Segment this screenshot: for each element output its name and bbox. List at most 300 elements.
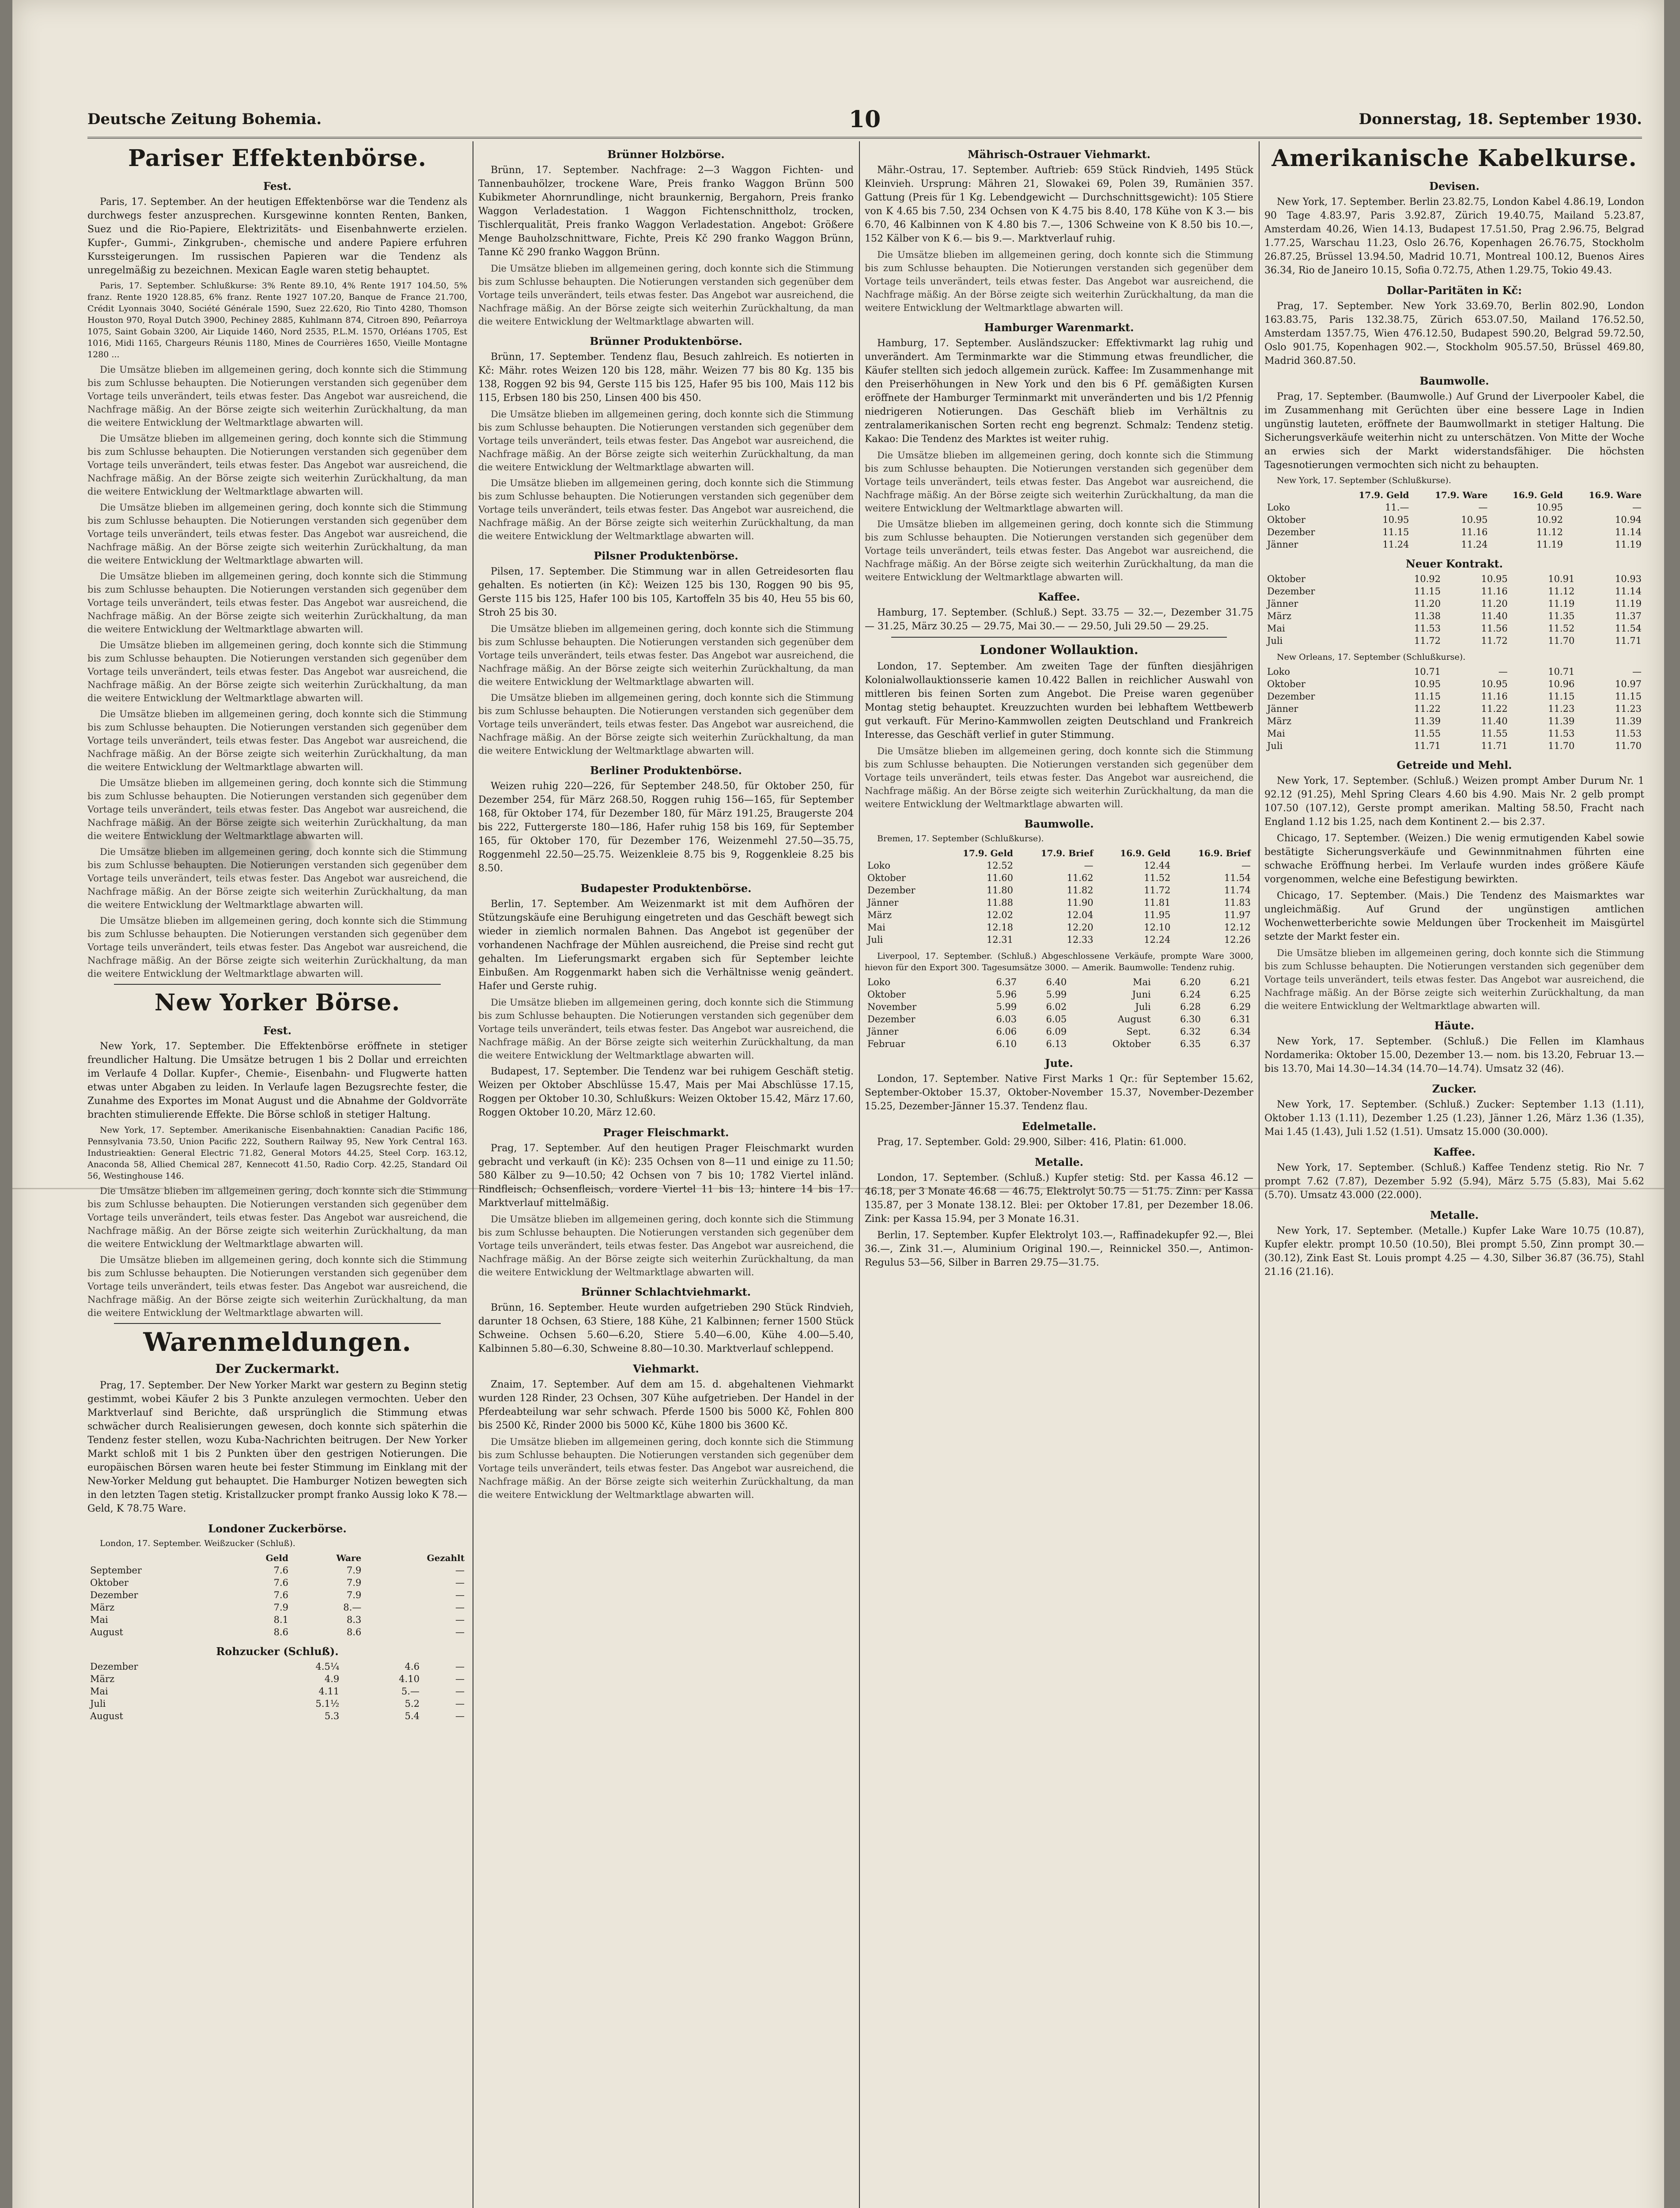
- table-cell: Oktober: [867, 989, 906, 1000]
- section-tone: Fest.: [263, 1024, 291, 1037]
- table-cell: 11.52: [1144, 873, 1171, 883]
- table-cell: 5.96: [996, 989, 1017, 1000]
- table-cell: Juli: [1135, 1002, 1151, 1012]
- table-row: [1264, 538, 1644, 551]
- newspaper-page: [12, 0, 1664, 2208]
- table-row: [865, 872, 1253, 884]
- subsection-title: Dollar-Paritäten in Kč:: [1387, 284, 1522, 297]
- table-cell: 8.1: [273, 1614, 289, 1625]
- table-cell: 5.99: [996, 1002, 1017, 1012]
- table-cell: —: [455, 1711, 465, 1721]
- table-row: [865, 884, 1253, 896]
- table-cell: Juni: [1132, 989, 1151, 1000]
- table-cell: Mai: [1267, 728, 1285, 739]
- london-sugar-table: [87, 1552, 467, 1638]
- table-cell: 11.70: [1615, 741, 1642, 751]
- table-cell: —: [1241, 860, 1251, 871]
- table-cell: 10.91: [1548, 574, 1575, 584]
- table-cell: Dezember: [1267, 527, 1315, 537]
- article-paragraph: Chicago, 17. September. (Weizen.) Die wenig ermutigenden Kabel sowie bestätigte Sicherungsverkäufe und Gewinnmitnahmen führten eine schwache Eröffnung herbei. Im Verlaufe wurden indes größere Käufe vorgenommen, welche eine Befestigung bewirkten.: [1264, 833, 1644, 885]
- table-row: [87, 1673, 467, 1685]
- subsection-title: Londoner Wollauktion.: [980, 643, 1139, 657]
- table-cell: 12.24: [1144, 934, 1171, 945]
- table-cell: 6.20: [1180, 977, 1201, 987]
- article-paragraph: Die Umsätze blieben im allgemeinen gering, doch konnte sich die Stimmung bis zum Schlusse behaupten. Die Notierungen verstanden sich gegenüber dem Vortage teils unverändert, teils etwas fester. Das Angebot war ausreichend, die Nachfrage mäßig. An der Börse zeigte sich weiterhin Zurückhaltung, da man die weitere Entwicklung der Weltmarktlage abwarten will.: [865, 250, 1253, 313]
- article-paragraph: Mähr.-Ostrau, 17. September. Auftrieb: 659 Stück Rindvieh, 1495 Stück Kleinvieh. Ursprung: Mähren 21, Slowakei 69, Polen 39, Rumänien 357. Gattung (Preis für 1 Kg. Lebendgewicht — Durchschnittsgewicht): 105 Stiere von K 4.65 bis 7.50, 234 Ochsen von K 4.75 bis 8.40, 178 Kühe von K 3.— bis 6.70, 46 Kalbinnen von K 4.80 bis 7.—, 1306 Schweine von K 8.50 bis 10.—, 152 Kälber von K 6.— bis 9.—. Marktverlauf ruhig.: [865, 165, 1253, 244]
- table-cell: 11.55: [1414, 728, 1441, 739]
- article-paragraph: Prag, 17. September. Der New Yorker Markt war gestern zu Beginn stetig gestimmt, wobei Käufer 2 bis 3 Punkte anzulegen vermochten. Ueber den Marktverlauf sind Berichte, daß ursprünglich die Stimmung etwas schwächer durch Realisierungen gewesen, doch konnte sich späterhin die Tendenz fester stellen, wozu Kuba-Nachrichten beitrugen. Der New Yorker Markt schloß mit 1 bis 2 Punkten über den gestrigen Notierungen. Die europäischen Börsen waren heute bei fester Stimmung im Einklang mit der New-Yorker Meldung gut behauptet. Die Hamburger Notizen bewegten sich in den letzten Tagen stetig. Kristallzucker prompt franko Aussig loko K 78.— Geld, K 78.75 Ware.: [87, 1380, 467, 1514]
- new-orleans-cotton-table: [1264, 665, 1644, 752]
- table-header-cell: 17.9. Geld: [962, 848, 1013, 858]
- table-row: [1264, 690, 1644, 703]
- column-4: [1264, 141, 1644, 2208]
- article-paragraph: Die Umsätze blieben im allgemeinen gering, doch konnte sich die Stimmung bis zum Schlusse behaupten. Die Notierungen verstanden sich gegenüber dem Vortage teils unverändert, teils etwas fester. Das Angebot war ausreichend, die Nachfrage mäßig. An der Börse zeigte sich weiterhin Zurückhaltung, da man die weitere Entwicklung der Weltmarktlage abwarten will.: [478, 263, 854, 327]
- table-header-cell: 16.9. Brief: [1198, 848, 1251, 858]
- table-cell: 6.40: [1046, 977, 1067, 987]
- table-row: [1264, 635, 1644, 647]
- subsection-title: Berliner Produktenbörse.: [590, 764, 742, 777]
- table-cell: 10.95: [1414, 679, 1441, 689]
- article-paragraph: New York, 17. September. Berlin 23.82.75, London Kabel 4.86.19, London 90 Tage 4.83.97, Paris 3.92.87, Zürich 19.40.75, Mailand 5.23.87, Amsterdam 40.26, Wien 14.13, Budapest 17.51.50, Prag 2.96.75, Belgrad 1.77.25, Warschau 11.23, Oslo 26.76, Kopenhagen 26.76.75, Stockholm 26.87.25, Brüssel 13.94.50, Madrid 10.71, Montreal 100.12, Buenos Aires 36.34, Rio de Janeiro 10.15, Sofia 0.72.75, Athen 1.29.75, Tokio 49.43.: [1264, 197, 1644, 276]
- table-cell: Loko: [867, 977, 890, 987]
- table-cell: 11.19: [1615, 539, 1642, 550]
- section-title-kabelkurse: Amerikanische Kabelkurse.: [1271, 145, 1637, 172]
- table-cell: 11.15: [1414, 586, 1441, 597]
- table-cell: 6.32: [1180, 1026, 1201, 1037]
- table-cell: 7.9: [273, 1602, 289, 1613]
- table-cell: 11.16: [1461, 527, 1488, 537]
- table-row: [87, 1710, 467, 1722]
- subsection-title: Edelmetalle.: [1022, 1120, 1097, 1133]
- table-cell: 6.05: [1046, 1014, 1067, 1025]
- subsection-title: Metalle.: [1034, 1156, 1084, 1168]
- table-row: [865, 988, 1253, 1001]
- table-cell: 6.06: [996, 1026, 1017, 1037]
- table-cell: 10.71: [1414, 666, 1441, 677]
- table-cell: Jänner: [867, 1026, 899, 1037]
- table-cell: 12.10: [1144, 922, 1171, 933]
- table-cell: Jänner: [1267, 539, 1298, 550]
- table-cell: 11.71: [1414, 741, 1441, 751]
- article-paragraph: Die Umsätze blieben im allgemeinen gering, doch konnte sich die Stimmung bis zum Schlusse behaupten. Die Notierungen verstanden sich gegenüber dem Vortage teils unverändert, teils etwas fester. Das Angebot war ausreichend, die Nachfrage mäßig. An der Börse zeigte sich weiterhin Zurückhaltung, da man die weitere Entwicklung der Weltmarktlage abwarten will.: [478, 478, 854, 541]
- table-cell: März: [1267, 611, 1292, 621]
- bremen-cotton-table: [865, 847, 1253, 946]
- table-row: [1264, 727, 1644, 740]
- table-cell: 11.16: [1481, 586, 1508, 597]
- table-cell: Dezember: [90, 1590, 138, 1600]
- subsection-title: Baumwolle.: [1024, 817, 1094, 830]
- table-cell: Mai: [90, 1614, 108, 1625]
- table-cell: 5.—: [401, 1686, 420, 1697]
- table-caption: London, 17. September. Weißzucker (Schluß).: [100, 1539, 295, 1548]
- table-row: [865, 896, 1253, 909]
- table-header-cell: 17.9. Ware: [1434, 490, 1488, 500]
- table-cell: 11.70: [1548, 741, 1575, 751]
- table-cell: 6.25: [1230, 989, 1251, 1000]
- table-header-cell: 16.9. Ware: [1589, 490, 1642, 500]
- column-3: [865, 141, 1253, 2208]
- table-cell: 6.03: [996, 1014, 1017, 1025]
- article-paragraph: Znaim, 17. September. Auf dem am 15. d. abgehaltenen Viehmarkt wurden 128 Rinder, 23 Ochsen, 307 Kühe aufgetrieben. Der Handel in der Pferdeabteilung war sehr schwach. Pferde 1500 bis 5000 Kč, Fohlen 800 bis 2500 Kč, Rinder 2000 bis 5000 Kč, Kühe 1800 bis 3600 Kč.: [478, 1379, 854, 1431]
- article-paragraph: Die Umsätze blieben im allgemeinen gering, doch konnte sich die Stimmung bis zum Schlusse behaupten. Die Notierungen verstanden sich gegenüber dem Vortage teils unverändert, teils etwas fester. Das Angebot war ausreichend, die Nachfrage mäßig. An der Börse zeigte sich weiterhin Zurückhaltung, da man die weitere Entwicklung der Weltmarktlage abwarten will.: [87, 502, 467, 566]
- subsection-title: Jute.: [1045, 1057, 1073, 1070]
- table-row: [865, 859, 1253, 872]
- article-paragraph: Prag, 17. September. New York 33.69.70, Berlin 802.90, London 163.83.75, Paris 132.38.75, Zürich 653.07.50, Mailand 176.52.50, Amsterdam 1357.75, Wien 476.12.50, Budapest 590.20, Belgrad 59.72.50, Oslo 901.75, Kopenhagen 902.—, Stockholm 905.57.50, Brüssel 469.80, Madrid 360.87.50.: [1264, 301, 1644, 367]
- table-cell: 6.28: [1180, 1002, 1201, 1012]
- table-header-cell: [87, 1552, 224, 1564]
- table-cell: Loko: [1267, 502, 1290, 513]
- table-cell: —: [455, 1661, 465, 1672]
- table-cell: Dezember: [867, 885, 916, 896]
- table-cell: 5.4: [405, 1711, 420, 1721]
- table-cell: 11.23: [1615, 703, 1642, 714]
- table-row: [87, 1614, 467, 1626]
- table-cell: —: [455, 1565, 465, 1576]
- table-cell: Jänner: [1267, 598, 1298, 609]
- table-cell: —: [455, 1698, 465, 1709]
- table-cell: —: [455, 1602, 465, 1613]
- divider: [114, 1323, 441, 1324]
- table-cell: 11.90: [1067, 897, 1094, 908]
- subsection-title: Baumwolle.: [1419, 374, 1489, 387]
- divider: [891, 637, 1227, 638]
- table-cell: 5.1½: [315, 1698, 340, 1709]
- article-paragraph: London, 17. September. (Schluß.) Kupfer stetig: Std. per Kassa 46.12 — 46.18, per 3 Monate 46.68 — 46.75, Elektrolyt 50.75 — 51.75. Zinn: per Kassa 135.87, per 3 Monate 138.12. Blei: per Oktober 17.81, per Dezember 18.06. Zink: per Kassa 15.94, per 3 Monate 16.31.: [865, 1172, 1253, 1225]
- article-paragraph: London, 17. September. Am zweiten Tage der fünften diesjährigen Kolonialwollauktionsserie kamen 10.422 Ballen in reichlicher Auswahl von mittleren bis feinen Sorten zum Angebot. Die Preise waren gegenüber Montag stetig behauptet. Kreuzzuchten wurden bei lebhaftem Wettbewerb gut verkauft. Für Merino-Kammwollen zeigten Deutschland und Frankreich Interesse, das Geschäft verlief in guter Stimmung.: [865, 661, 1253, 741]
- table-cell: 6.09: [1046, 1026, 1067, 1037]
- table-cell: 12.33: [1067, 934, 1094, 945]
- table-header-cell: Gezahlt: [427, 1553, 465, 1563]
- table-row: [865, 921, 1253, 934]
- subsection-title: Kaffee.: [1433, 1146, 1476, 1158]
- table-cell: 4.9: [324, 1674, 340, 1684]
- table-header-cell: Geld: [265, 1553, 289, 1563]
- article-paragraph: Die Umsätze blieben im allgemeinen gering, doch konnte sich die Stimmung bis zum Schlusse behaupten. Die Notierungen verstanden sich gegenüber dem Vortage teils unverändert, teils etwas fester. Das Angebot war ausreichend, die Nachfrage mäßig. An der Börse zeigte sich weiterhin Zurückhaltung, da man die weitere Entwicklung der Weltmarktlage abwarten will.: [87, 1255, 467, 1318]
- table-row: [87, 1577, 467, 1589]
- article-paragraph: New York, 17. September. (Schluß.) Weizen prompt Amber Durum Nr. 1 92.12 (91.25), Mehl Spring Clears 4.60 bis 4.90. Mais Nr. 2 gelb prompt 107.50 (107.12), Gerste prompt amerikan. Malting 58.50, Fracht nach England 1.12 bis 1.25, nach dem Kontinent 2.— bis 2.37.: [1264, 775, 1644, 828]
- article-paragraph: London, 17. September. Native First Marks 1 Qr.: für September 15.62, September-Oktober 15.37, Oktober-November 15.37, November-Dezember 15.25, Dezember-Jänner 15.37. Tendenz flau.: [865, 1074, 1253, 1112]
- table-header-cell: 17.9. Geld: [1358, 490, 1409, 500]
- subsection-title: Pilsner Produktenbörse.: [594, 549, 738, 562]
- table-row: [87, 1589, 467, 1601]
- subsection-title: Der Zuckermarkt.: [215, 1361, 340, 1376]
- article-paragraph: Paris, 17. September. Schlußkurse: 3% Rente 89.10, 4% Rente 1917 104.50, 5% franz. Rente 1920 128.85, 6% franz. Rente 1927 107.20, Banque de France 21.700, Crédit Lyonnais 3040, Société Générale 1590, Suez 22.620, Rio Tinto 4280, Thomson Houston 970, Royal Dutch 3900, Pechiney 2885, Kuhlmann 874, Citroen 890, Peñarroya 1075, Saint Gobain 3200, Air Liquide 1460, Nord 2535, P.L.M. 1570, Orléans 1705, Est 1016, Midi 1165, Chargeurs Réunis 1180, Mines de Courrières 1650, Vieille Montagne 1280 ...: [87, 281, 467, 359]
- table-cell: Jänner: [867, 897, 899, 908]
- table-header-cell: [865, 847, 938, 859]
- table-cell: 11.14: [1615, 527, 1642, 537]
- subsection-title: Londoner Zuckerbörse.: [208, 1522, 347, 1535]
- table-cell: 11.16: [1481, 691, 1508, 702]
- table-cell: —: [1632, 502, 1642, 513]
- table-cell: März: [1267, 716, 1292, 726]
- table-cell: 11.40: [1481, 611, 1508, 621]
- table-row: [1264, 585, 1644, 597]
- table-cell: August: [90, 1627, 123, 1637]
- table-row: [87, 1564, 467, 1577]
- article-paragraph: Die Umsätze blieben im allgemeinen gering, doch konnte sich die Stimmung bis zum Schlusse behaupten. Die Notierungen verstanden sich gegenüber dem Vortage teils unverändert, teils etwas fester. Das Angebot war ausreichend, die Nachfrage mäßig. An der Börse zeigte sich weiterhin Zurückhaltung, da man die weitere Entwicklung der Weltmarktlage abwarten will.: [87, 915, 467, 979]
- table-row: [865, 1001, 1253, 1013]
- table-cell: Oktober: [1267, 679, 1305, 689]
- table-cell: 4.10: [399, 1674, 420, 1684]
- table-row: [1264, 665, 1644, 678]
- table-cell: 11.22: [1414, 703, 1441, 714]
- table-cell: 12.20: [1067, 922, 1094, 933]
- subsection-title: Devisen.: [1429, 180, 1479, 193]
- article-paragraph: Weizen ruhig 220—226, für September 248.50, für Oktober 250, für Dezember 254, für März 268.50, Roggen ruhig 156—165, für September 168, für Oktober 174, für Dezember 180, für März 191.25, Braugerste 204 bis 222, Futtergerste 180—186, Hafer ruhig 158 bis 169, für September 165, für Oktober 170, für Dezember 176, Weizenmehl 27.50—35.75, Roggenmehl 22.50—25.75. Weizenkleie 8.75 bis 9, Roggenkleie 8.25 bis 8.50.: [478, 781, 854, 874]
- table-cell: 11.24: [1382, 539, 1409, 550]
- subsection-title: Brünner Holzbörse.: [607, 148, 725, 161]
- table-cell: —: [455, 1674, 465, 1684]
- table-cell: 11.53: [1615, 728, 1642, 739]
- subsection-title: Häute.: [1434, 1019, 1475, 1032]
- table-cell: Oktober: [1267, 574, 1305, 584]
- table-row: [865, 1013, 1253, 1025]
- table-cell: 6.34: [1230, 1026, 1251, 1037]
- table-cell: 10.92: [1414, 574, 1441, 584]
- table-cell: 10.93: [1615, 574, 1642, 584]
- subsection-title: Budapester Produktenbörse.: [580, 882, 752, 895]
- subsection-title: Getreide und Mehl.: [1396, 759, 1512, 771]
- table-cell: August: [1117, 1014, 1151, 1025]
- table-cell: Oktober: [867, 873, 906, 883]
- divider: [114, 984, 441, 985]
- table-cell: Dezember: [90, 1661, 138, 1672]
- article-paragraph: Die Umsätze blieben im allgemeinen gering, doch konnte sich die Stimmung bis zum Schlusse behaupten. Die Notierungen verstanden sich gegenüber dem Vortage teils unverändert, teils etwas fester. Das Angebot war ausreichend, die Nachfrage mäßig. An der Börse zeigte sich weiterhin Zurückhaltung, da man die weitere Entwicklung der Weltmarktlage abwarten will.: [865, 519, 1253, 582]
- table-header-cell: Ware: [336, 1553, 362, 1563]
- table-cell: Mai: [1267, 623, 1285, 634]
- table-cell: 4.6: [405, 1661, 420, 1672]
- table-cell: 11.97: [1224, 910, 1251, 920]
- table-caption: New York, 17. September (Schlußkurse).: [1277, 476, 1451, 485]
- page-number: 10: [848, 106, 881, 133]
- article-paragraph: Die Umsätze blieben im allgemeinen gering, doch konnte sich die Stimmung bis zum Schlusse behaupten. Die Notierungen verstanden sich gegenüber dem Vortage teils unverändert, teils etwas fester. Das Angebot war ausreichend, die Nachfrage mäßig. An der Börse zeigte sich weiterhin Zurückhaltung, da man die weitere Entwicklung der Weltmarktlage abwarten will.: [1264, 948, 1644, 1011]
- table-cell: 11.15: [1414, 691, 1441, 702]
- table-cell: Oktober: [1267, 514, 1305, 525]
- article-paragraph: Chicago, 17. September. (Mais.) Die Tendenz des Maismarktes war ungleichmäßig. Auf Grund der ungünstigen amtlichen Wochenwetterberichte sowie Meldungen über Trockenheit im Maisgürtel setzte der Markt fester ein.: [1264, 890, 1644, 942]
- table-cell: 11.52: [1548, 623, 1575, 634]
- section-title-newyork: New Yorker Börse.: [154, 989, 401, 1016]
- table-cell: 8.6: [346, 1627, 362, 1637]
- table-cell: 11.20: [1414, 598, 1441, 609]
- table-cell: —: [455, 1590, 465, 1600]
- article-paragraph: New York, 17. September. (Schluß.) Die Fellen im Klamhaus Nordamerika: Oktober 15.00, Dezember 13.— nom. bis 13.20, Februar 13.— bis 13.70, Mai 14.30—14.34 (14.70—14.74). Umsatz 32 (46).: [1264, 1036, 1644, 1074]
- table-cell: —: [1478, 502, 1488, 513]
- table-row: [865, 1025, 1253, 1038]
- table-cell: —: [455, 1577, 465, 1588]
- table-cell: 11.20: [1481, 598, 1508, 609]
- table-cell: 11.—: [1385, 502, 1409, 513]
- table-cell: 11.71: [1481, 741, 1508, 751]
- table-row: [1264, 703, 1644, 715]
- table-cell: 4.5¼: [315, 1661, 340, 1672]
- table-cell: 11.80: [986, 885, 1013, 896]
- table-cell: 5.3: [324, 1711, 340, 1721]
- table-cell: 11.39: [1548, 716, 1575, 726]
- table-cell: 11.39: [1615, 716, 1642, 726]
- table-cell: 7.6: [273, 1577, 289, 1588]
- table-cell: 6.35: [1180, 1039, 1201, 1049]
- table-cell: 7.9: [346, 1590, 362, 1600]
- article-paragraph: Hamburg, 17. September. Ausländszucker: Effektivmarkt lag ruhig und unverändert. Am Terminmarkte war die Stimmung etwas freundlicher, die Käufer stellten sich jedoch allgemein zurück. Kaffee: Im Zusammenhange mit den Preiserhöhungen in New York und den bis 6 Pf. gemäßigten Kursen eröffnete der Hamburger Terminmarkt mit unveränderten und bis 1/2 Pfennig niedrigeren Notierungen. Das Geschäft blieb im Verhältnis zu zentralamerikanischen Sorten recht eng begrenzt. Schmalz: Tendenz stetig. Kakao: Die Tendenz des Marktes ist weiter ruhig.: [865, 338, 1253, 445]
- table-cell: —: [455, 1627, 465, 1637]
- table-row: [1264, 678, 1644, 690]
- article-paragraph: New York, 17. September. Die Effektenbörse eröffnete in stetiger freundlicher Haltung. Die Umsätze betrugen 1 bis 2 Dollar und erreichten im Verlaufe 4 Dollar. Kupfer-, Chemie-, Eisenbahn- und Flugwerte hatten etwas unter Abgaben zu leiden. In Verlaufe lagen Bezugsrechte fester, die Zunahme des Exportes im Monat August und die Abnahme der Goldvorräte brachten stimulierende Effekte. Die Börse schloß in stetiger Haltung.: [87, 1041, 467, 1120]
- article-paragraph: Die Umsätze blieben im allgemeinen gering, doch konnte sich die Stimmung bis zum Schlusse behaupten. Die Notierungen verstanden sich gegenüber dem Vortage teils unverändert, teils etwas fester. Das Angebot war ausreichend, die Nachfrage mäßig. An der Börse zeigte sich weiterhin Zurückhaltung, da man die weitere Entwicklung der Weltmarktlage abwarten will.: [478, 1437, 854, 1500]
- table-cell: —: [455, 1686, 465, 1697]
- article-paragraph: Prag, 17. September. (Baumwolle.) Auf Grund der Liverpooler Kabel, die im Zusammenhang mit Gerüchten über eine bessere Lage in Indien ungünstig lauteten, eröffnete der Baumwollmarkt in stetiger Haltung. Die Sicherungsverkäufe weiterhin nicht zu unterschätzen. Von Mitte der Woche an erwies sich der Markt widerstandsfähiger. Die höchsten Tagesnotierungen vermochten sich nicht zu behaupten.: [1264, 391, 1644, 471]
- table-cell: 11.53: [1414, 623, 1441, 634]
- table-row: [87, 1660, 467, 1673]
- table-cell: 11.37: [1615, 611, 1642, 621]
- table-cell: —: [455, 1614, 465, 1625]
- table-cell: Sept.: [1126, 1026, 1151, 1037]
- table-cell: 6.21: [1230, 977, 1251, 987]
- table-header-cell: 16.9. Geld: [1512, 490, 1563, 500]
- article-paragraph: Die Umsätze blieben im allgemeinen gering, doch konnte sich die Stimmung bis zum Schlusse behaupten. Die Notierungen verstanden sich gegenüber dem Vortage teils unverändert, teils etwas fester. Das Angebot war ausreichend, die Nachfrage mäßig. An der Börse zeigte sich weiterhin Zurückhaltung, da man die weitere Entwicklung der Weltmarktlage abwarten will.: [478, 692, 854, 756]
- table-cell: März: [867, 910, 892, 920]
- newyork-cotton-table: [1264, 489, 1644, 551]
- article-paragraph: Die Umsätze blieben im allgemeinen gering, doch konnte sich die Stimmung bis zum Schlusse behaupten. Die Notierungen verstanden sich gegenüber dem Vortage teils unverändert, teils etwas fester. Das Angebot war ausreichend, die Nachfrage mäßig. An der Börse zeigte sich weiterhin Zurückhaltung, da man die weitere Entwicklung der Weltmarktlage abwarten will.: [87, 571, 467, 635]
- article-paragraph: Pilsen, 17. September. Die Stimmung war in allen Getreidesorten flau gehalten. Es notierten (in Kč): Weizen 125 bis 130, Roggen 90 bis 95, Gerste 115 bis 125, Hafer 100 bis 105, Kartoffeln 35 bis 40, Heu 55 bis 60, Stroh 25 bis 30.: [478, 566, 854, 618]
- table-cell: 11.15: [1615, 691, 1642, 702]
- subsection-title: Mährisch-Ostrauer Viehmarkt.: [968, 148, 1150, 161]
- article-paragraph: Die Umsätze blieben im allgemeinen gering, doch konnte sich die Stimmung bis zum Schlusse behaupten. Die Notierungen verstanden sich gegenüber dem Vortage teils unverändert, teils etwas fester. Das Angebot war ausreichend, die Nachfrage mäßig. An der Börse zeigte sich weiterhin Zurückhaltung, da man die weitere Entwicklung der Weltmarktlage abwarten will.: [87, 640, 467, 703]
- article-paragraph: New York, 17. September. (Metalle.) Kupfer Lake Ware 10.75 (10.87), Kupfer elektr. prompt 10.50 (10.50), Blei prompt 5.50, Zinn prompt 30.— (30.12), Zink East St. Louis prompt 4.25 — 4.30, Silber 36.87 (36.75), Stahl 21.16 (21.16).: [1264, 1225, 1644, 1278]
- article-paragraph: Budapest, 17. September. Die Tendenz war bei ruhigem Geschäft stetig. Weizen per Oktober Abschlüsse 15.47, Mais per Mai Abschlüsse 17.15, Roggen per Oktober 10.30, Schlußkurs: Weizen Oktober 15.42, März 17.60, Roggen Oktober 10.20, März 12.60.: [478, 1066, 854, 1118]
- table-cell: 11.62: [1067, 873, 1094, 883]
- table-cell: 11.70: [1548, 635, 1575, 646]
- table-cell: 8.—: [343, 1602, 362, 1613]
- table-row: [87, 1626, 467, 1638]
- table-cell: März: [90, 1602, 115, 1613]
- table-cell: 11.22: [1481, 703, 1508, 714]
- table-cell: 10.95: [1461, 514, 1488, 525]
- subsection-title: Kaffee.: [1038, 590, 1080, 603]
- table-cell: 11.72: [1481, 635, 1508, 646]
- article-paragraph: Die Umsätze blieben im allgemeinen gering, doch konnte sich die Stimmung bis zum Schlusse behaupten. Die Notierungen verstanden sich gegenüber dem Vortage teils unverändert, teils etwas fester. Das Angebot war ausreichend, die Nachfrage mäßig. An der Börse zeigte sich weiterhin Zurückhaltung, da man die weitere Entwicklung der Weltmarktlage abwarten will.: [87, 1186, 467, 1249]
- table-row: [865, 909, 1253, 921]
- table-cell: Oktober: [90, 1577, 129, 1588]
- table-cell: —: [1084, 860, 1094, 871]
- table-cell: 11.60: [986, 873, 1013, 883]
- subsection-title: Neuer Kontrakt.: [1405, 557, 1503, 570]
- table-cell: 8.3: [346, 1614, 362, 1625]
- table-header-cell: 17.9. Brief: [1041, 848, 1094, 858]
- table-cell: 6.30: [1180, 1014, 1201, 1025]
- issue-date: Donnerstag, 18. September 1930.: [1358, 110, 1642, 128]
- table-cell: 11.88: [986, 897, 1013, 908]
- subsection-title: Zucker.: [1432, 1082, 1477, 1095]
- table-cell: 6.02: [1046, 1002, 1067, 1012]
- table-cell: 8.6: [273, 1627, 289, 1637]
- table-cell: 10.95: [1382, 514, 1409, 525]
- table-row: [1264, 501, 1644, 514]
- article-paragraph: Die Umsätze blieben im allgemeinen gering, doch konnte sich die Stimmung bis zum Schlusse behaupten. Die Notierungen verstanden sich gegenüber dem Vortage teils unverändert, teils etwas fester. Das Angebot war ausreichend, die Nachfrage mäßig. An der Börse zeigte sich weiterhin Zurückhaltung, da man die weitere Entwicklung der Weltmarktlage abwarten will.: [87, 433, 467, 497]
- column-rule: [1259, 141, 1260, 2208]
- table-cell: 7.9: [346, 1577, 362, 1588]
- table-cell: 7.6: [273, 1565, 289, 1576]
- subsection-title: Viehmarkt.: [633, 1362, 699, 1375]
- table-cell: Mai: [90, 1686, 108, 1697]
- table-cell: 11.83: [1224, 897, 1251, 908]
- table-cell: 12.44: [1144, 860, 1171, 871]
- table-cell: Loko: [1267, 666, 1290, 677]
- table-cell: 11.35: [1548, 611, 1575, 621]
- table-row: [87, 1601, 467, 1614]
- table-row: [865, 976, 1253, 988]
- table-cell: —: [1632, 666, 1642, 677]
- table-cell: März: [90, 1674, 115, 1684]
- subsection-title: Brünner Schlachtviehmarkt.: [581, 1285, 751, 1298]
- article-paragraph: Berlin, 17. September. Kupfer Elektrolyt 103.—, Raffinadekupfer 92.—, Blei 36.—, Zink 31.—, Aluminium Original 190.—, Reinnickel 350.—, Antimon-Regulus 53—56, Silber in Barren 29.75—31.75.: [865, 1230, 1253, 1268]
- subsection-title: Hamburger Warenmarkt.: [984, 321, 1134, 334]
- section-title-warenmeldungen: Warenmeldungen.: [143, 1327, 412, 1357]
- table-cell: Juli: [1267, 635, 1283, 646]
- table-cell: Juli: [1267, 741, 1283, 751]
- table-header-cell: [1264, 489, 1336, 501]
- article-paragraph: Die Umsätze blieben im allgemeinen gering, doch konnte sich die Stimmung bis zum Schlusse behaupten. Die Notierungen verstanden sich gegenüber dem Vortage teils unverändert, teils etwas fester. Das Angebot war ausreichend, die Nachfrage mäßig. An der Börse zeigte sich weiterhin Zurückhaltung, da man die weitere Entwicklung der Weltmarktlage abwarten will.: [478, 997, 854, 1061]
- table-cell: 12.02: [986, 910, 1013, 920]
- table-cell: 11.54: [1615, 623, 1642, 634]
- article-paragraph: Paris, 17. September. An der heutigen Effektenbörse war die Tendenz als durchwegs fester anzusprechen. Kursgewinne konnten Renten, Banken, Suez und die Rio-Papiere, Elektrizitäts- und Eisenbahnwerte erzielen. Kupfer-, Gummi-, Zinkgruben-, chemische und andere Papiere erfuhren Kurssteigerungen. Im russischen Papieren war die Tendenz als unregelmäßig zu bezeichnen. Mexican Eagle waren stetig behauptet.: [87, 197, 467, 276]
- table-cell: 11.82: [1067, 885, 1094, 896]
- table-cell: 4.11: [318, 1686, 340, 1697]
- table-cell: 12.26: [1224, 934, 1251, 945]
- article-paragraph: Prag, 17. September. Auf den heutigen Prager Fleischmarkt wurden gebracht und verkauft (in Kč): 235 Ochsen von 8—11 und einige zu 11.50; 580 Kälber zu 9—10.50; 42 Ochsen von 7 bis 10; 1782 Viertel inländ. Rindfleisch; Ochsenfleisch, vordere Viertel 11 bis 13; hintere 14 bis 17. Marktverlauf mittelmäßig.: [478, 1143, 854, 1209]
- raw-sugar-table: [87, 1660, 467, 1722]
- liverpool-cotton-table: [865, 976, 1253, 1050]
- section-title-paris: Pariser Effektenbörse.: [128, 145, 427, 172]
- column-2: [478, 141, 854, 2208]
- article-paragraph: New York, 17. September. (Schluß.) Zucker: September 1.13 (1.11), Oktober 1.13 (1.11), Dezember 1.25 (1.23), Jänner 1.26, März 1.36 (1.35), Mai 1.45 (1.43), Juli 1.52 (1.51). Umsatz 15.000 (30.000).: [1264, 1099, 1644, 1138]
- table-cell: Februar: [867, 1039, 905, 1049]
- table-caption: Liverpool, 17. September. (Schluß.) Abgeschlossene Verkäufe, prompte Ware 3000, hievon für den Export 300. Tagesumsätze 3000. — Amerik. Baumwolle: Tendenz ruhig.: [865, 951, 1253, 972]
- table-header-cell: 16.9. Geld: [1120, 848, 1171, 858]
- subsection-title: Rohzucker (Schluß).: [216, 1645, 339, 1658]
- article-paragraph: Die Umsätze blieben im allgemeinen gering, doch konnte sich die Stimmung bis zum Schlusse behaupten. Die Notierungen verstanden sich gegenüber dem Vortage teils unverändert, teils etwas fester. Das Angebot war ausreichend, die Nachfrage mäßig. An der Börse zeigte sich weiterhin Zurückhaltung, da man die weitere Entwicklung der Weltmarktlage abwarten will.: [865, 746, 1253, 809]
- article-paragraph: Prag, 17. September. Gold: 29.900, Silber: 416, Platin: 61.000.: [877, 1137, 1187, 1148]
- table-cell: 11.54: [1224, 873, 1251, 883]
- table-cell: 11.72: [1144, 885, 1171, 896]
- column-1: [87, 141, 467, 2208]
- table-cell: —: [1498, 666, 1508, 677]
- table-cell: 6.10: [996, 1039, 1017, 1049]
- article-paragraph: Brünn, 17. September. Nachfrage: 2—3 Waggon Fichten- und Tannenbauhölzer, trockene Ware, Preis franko Waggon Brünn 500 Kubikmeter Ahornrundlinge, nicht braunkernig, Bergahorn, Preis franko Waggon Verladestation. 1 Waggon Fichtenschnittholz, trocken, Tischlerqualität, Preis franko Waggon Verladestation. Angebot: Größere Menge Bauholzschnittware, Fichte, Preis Kč 290 franko Waggon Brünn, Tanne Kč 290 franko Waggon Brünn.: [478, 165, 854, 258]
- table-cell: 11.74: [1224, 885, 1251, 896]
- table-cell: 11.40: [1481, 716, 1508, 726]
- table-cell: Juli: [867, 934, 883, 945]
- table-cell: Dezember: [867, 1014, 916, 1025]
- table-cell: 10.95: [1536, 502, 1563, 513]
- table-cell: 10.71: [1548, 666, 1575, 677]
- new-contract-table: [1264, 573, 1644, 647]
- table-cell: 12.31: [986, 934, 1013, 945]
- table-cell: 10.97: [1615, 679, 1642, 689]
- table-row: [865, 934, 1253, 946]
- table-cell: 7.9: [346, 1565, 362, 1576]
- section-tone: Fest.: [263, 180, 291, 193]
- column-rule: [859, 141, 860, 2208]
- table-cell: 7.6: [273, 1590, 289, 1600]
- table-cell: 10.95: [1481, 574, 1508, 584]
- table-row: [1264, 610, 1644, 622]
- table-cell: Dezember: [1267, 586, 1315, 597]
- table-row: [1264, 740, 1644, 752]
- table-row: [1264, 526, 1644, 538]
- table-cell: 6.37: [996, 977, 1017, 987]
- subsection-title: Metalle.: [1430, 1209, 1479, 1221]
- table-cell: Mai: [1132, 977, 1151, 987]
